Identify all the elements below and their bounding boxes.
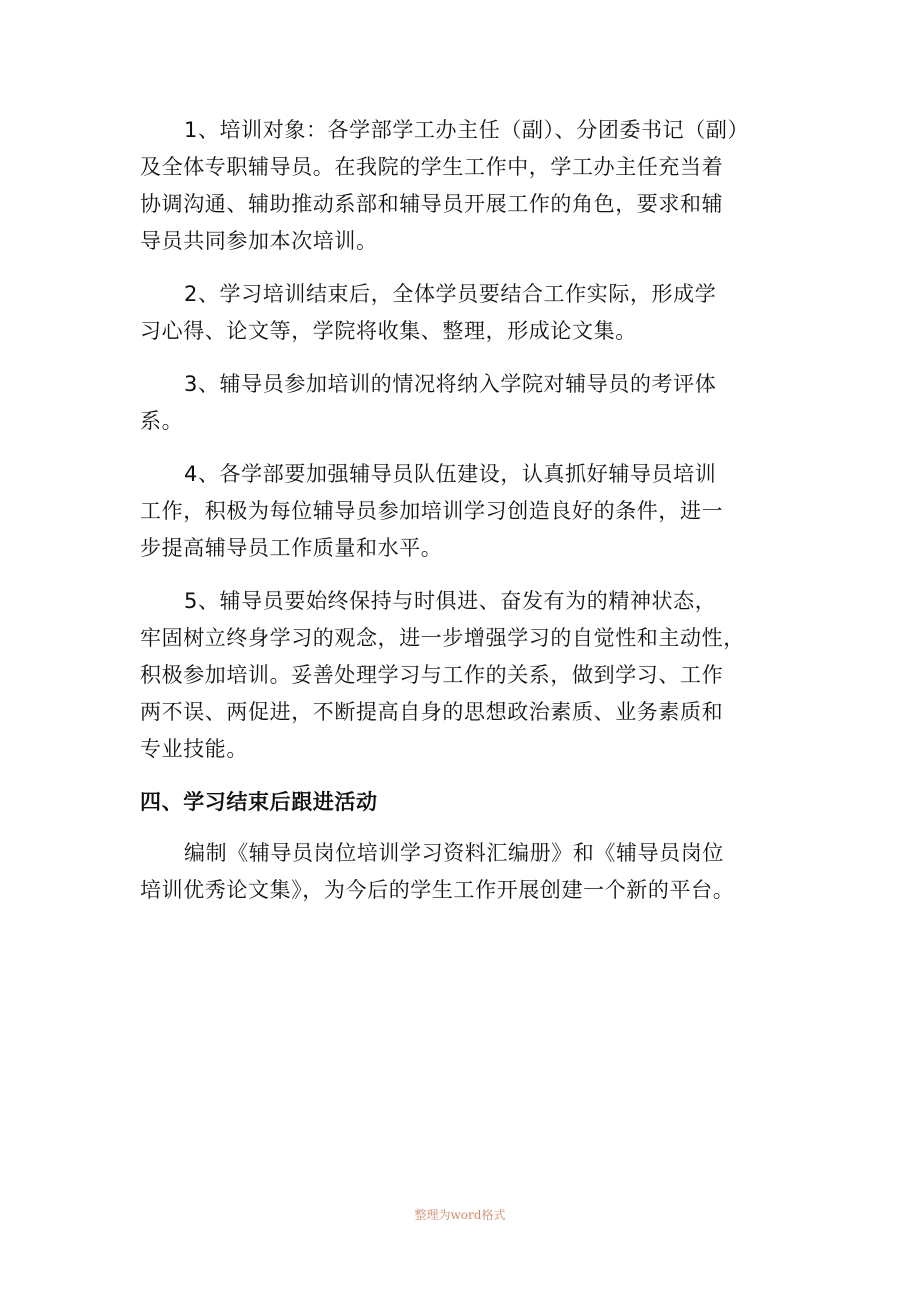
paragraph-line: 积极参加培训。妥善处理学习与工作的关系，做到学习、工作 [140, 663, 724, 687]
closing-paragraph [140, 835, 788, 909]
paragraph-line: 3、辅导员参加培训的情况将纳入学院对辅导员的考评体 [184, 372, 717, 396]
paragraph-line: 协调沟通、辅助推动系部和辅导员开展工作的角色，要求和辅 [140, 192, 724, 216]
paragraph-line: 5、辅导员要始终保持与时俱进、奋发有为的精神状态， [184, 589, 717, 613]
paragraph-line: 步提高辅导员工作质量和水平。 [140, 536, 443, 560]
paragraph-line: 1、培训对象：各学部学工办主任（副）、分团委书记（副） [184, 118, 750, 142]
paragraph-line: 编制《辅导员岗位培训学习资料汇编册》和《辅导员岗位 [184, 841, 724, 865]
paragraph-1 [140, 112, 788, 260]
paragraph-2 [140, 276, 788, 350]
paragraph-line: 导员共同参加本次培训。 [140, 229, 378, 253]
document-body [140, 112, 788, 925]
paragraph-line: 2、学习培训结束后，全体学员要结合工作实际，形成学 [184, 282, 717, 306]
paragraph-line: 及全体专职辅导员。在我院的学生工作中，学工办主任充当着 [140, 155, 724, 179]
paragraph-line: 工作，积极为每位辅导员参加培训学习创造良好的条件，进一 [140, 499, 724, 523]
section-heading: 四、学习结束后跟进活动 [140, 790, 378, 814]
paragraph-line: 培训优秀论文集》，为今后的学生工作开展创建一个新的平台。 [140, 878, 735, 902]
paragraph-5 [140, 583, 788, 768]
page-footer: 整理为word格式 [414, 1208, 506, 1222]
paragraph-line: 4、各学部要加强辅导员队伍建设，认真抓好辅导员培训 [184, 462, 717, 486]
paragraph-line: 牢固树立终身学习的观念，进一步增强学习的自觉性和主动性， [140, 626, 745, 650]
paragraph-line: 习心得、论文等，学院将收集、整理，形成论文集。 [140, 319, 637, 343]
paragraph-line: 系。 [140, 409, 184, 433]
paragraph-line: 两不误、两促进，不断提高自身的思想政治素质、业务素质和 [140, 700, 724, 724]
paragraph-line: 专业技能。 [140, 737, 248, 761]
paragraph-4 [140, 456, 788, 567]
paragraph-3 [140, 366, 788, 440]
